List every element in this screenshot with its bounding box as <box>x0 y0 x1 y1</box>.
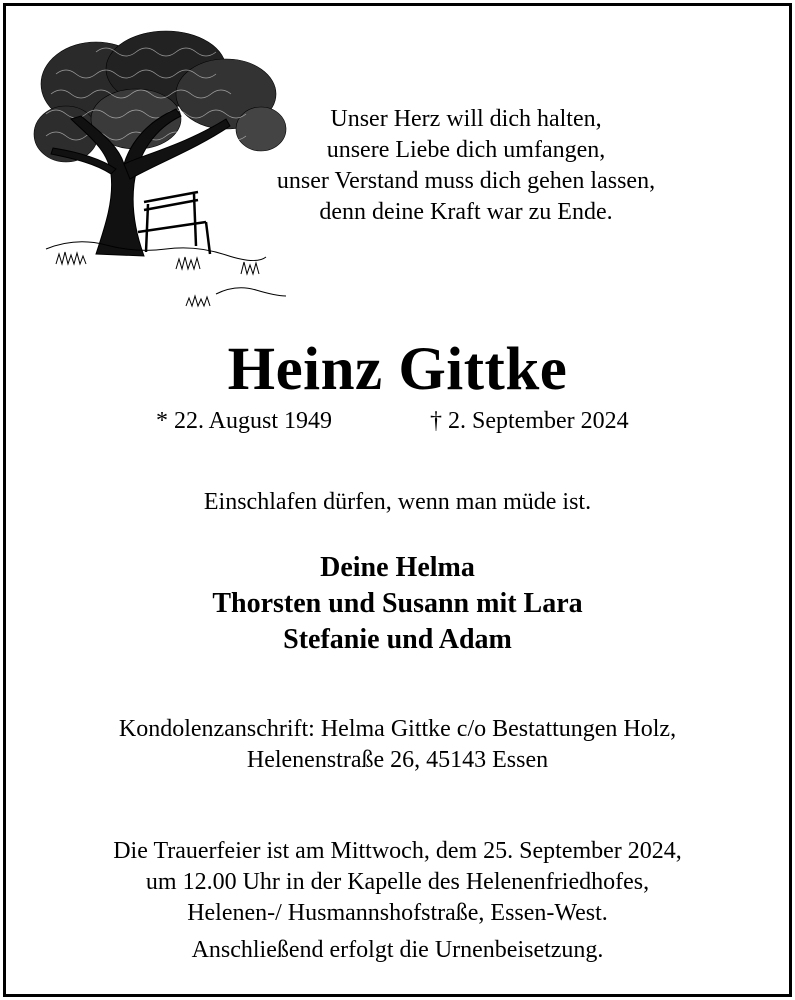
poem-line: denn deine Kraft war zu Ende. <box>319 199 613 225</box>
condolence-address <box>6 714 789 776</box>
family-line: Stefanie und Adam <box>283 624 512 655</box>
deceased-name: Heinz Gittke <box>227 336 568 403</box>
service-line: um 12.00 Uhr in der Kapelle des Helenenfriedhofes, <box>145 869 650 895</box>
service-line: Die Trauerfeier ist am Mittwoch, dem 25. September 2024, <box>113 838 682 864</box>
burial-note: Anschließend erfolgt die Urnenbeisetzung. <box>191 937 604 963</box>
poem-line: unser Verstand muss dich gehen lassen, <box>276 168 656 194</box>
poem-line: unsere Liebe dich umfangen, <box>326 137 606 163</box>
address-line: Helenenstraße 26, 45143 Essen <box>246 747 549 773</box>
address-line: Kondolenzanschrift: Helma Gittke c/o Bestattungen Holz, <box>118 716 677 742</box>
family-signatures <box>6 550 789 658</box>
service-line: Helenen-/ Husmannshofstraße, Essen-West. <box>187 900 608 926</box>
ground-grass <box>46 242 286 306</box>
family-line: Thorsten und Susann mit Lara <box>212 588 583 619</box>
motto: Einschlafen dürfen, wenn man müde ist. <box>203 489 592 515</box>
death-date: † 2. September 2024 <box>430 408 629 434</box>
poem-line: Unser Herz will dich halten, <box>330 106 602 132</box>
birth-date: * 22. August 1949 <box>156 408 333 434</box>
obituary-notice <box>3 3 792 997</box>
bench <box>138 192 210 254</box>
funeral-service-info <box>6 836 789 929</box>
family-line: Deine Helma <box>320 552 475 583</box>
poem <box>246 104 686 228</box>
